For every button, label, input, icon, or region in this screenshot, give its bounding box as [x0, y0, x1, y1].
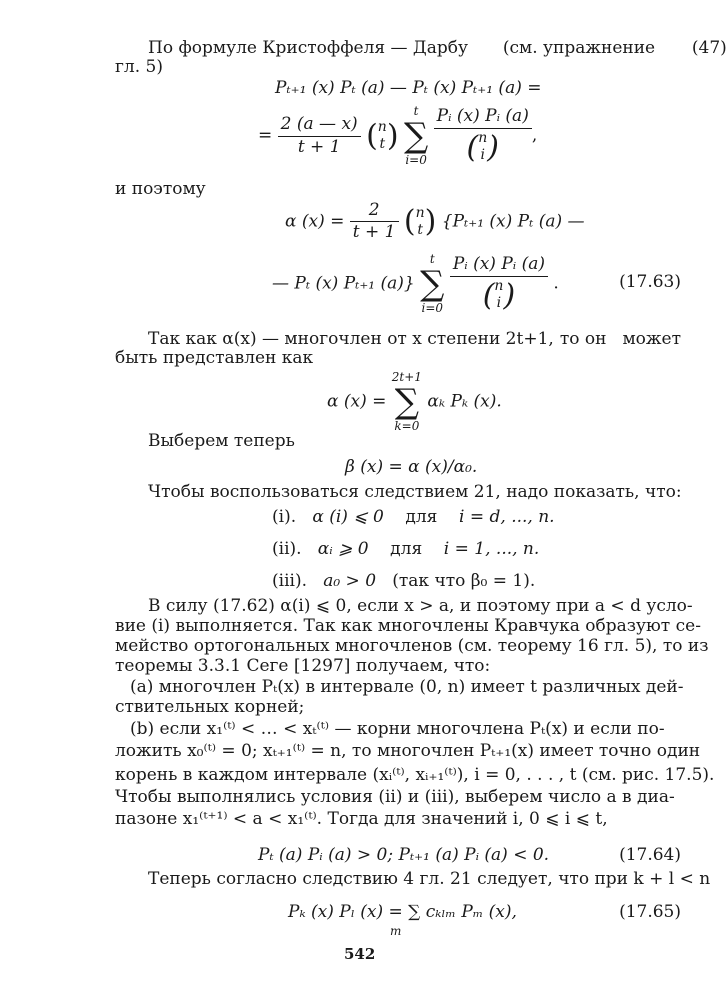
inequality: Pₜ (a) Pᵢ (a) > 0; Pₜ₊₁ (a) Pᵢ (a) < 0.	[258, 845, 550, 865]
eq-a-rhs: = $\frac{2 (a — x)}{t + 1}$ ( n t ) t ∑ i=0 Pᵢ (x) Pᵢ (a) ( n i ) ,	[258, 104, 538, 168]
body-line: пазоне x₁⁽ᵗ⁺¹⁾ < a < x₁⁽ᵗ⁾. Тогда для значений i, 0 ⩽ i ⩽ t,	[115, 809, 608, 829]
condition-ii: (ii). αᵢ ⩾ 0 для i = 1, ..., n.	[272, 539, 540, 559]
body-line: ложить x₀⁽ᵗ⁾ = 0; xₜ₊₁⁽ᵗ⁾ = n, то многочлен Pₜ₊₁(x) имеет точно один	[115, 741, 701, 761]
eq-alpha: α (x) = 2t+1 ∑ k=0 αₖ Pₖ (x).	[327, 370, 502, 434]
body-line: (b) если x₁⁽ᵗ⁾ < … < xₜ⁽ᵗ⁾ — корни многочлена Pₜ(x) и если по-	[130, 719, 665, 739]
body-line: В силу (17.62) α(i) ⩽ 0, если x > a, и поэтому при a < d усло-	[148, 596, 693, 616]
body-line: теоремы 3.3.1 Сеге [1297] получаем, что:	[115, 656, 491, 676]
last-equation-sum-index: m	[390, 924, 402, 938]
intro-line-1: По формуле Кристоффеля — Дарбу (см. упражнение (47)	[148, 38, 727, 58]
para-2: Чтобы воспользоваться следствием 21, надо показать, что:	[148, 482, 682, 502]
body-line: корень в каждом интервале (xᵢ⁽ᵗ⁾, xᵢ₊₁⁽ᵗ⁾), i = 0, . . . , t (см. рис. 17.5).	[115, 765, 715, 785]
last-equation: Pₖ (x) Pₗ (x) = ∑ cₖₗₘ Pₘ (x),	[288, 902, 517, 922]
eq-b-line-2: — Pₜ (x) Pₜ₊₁ (a)} t ∑ i=0 Pᵢ (x) Pᵢ (a) ( n i ) .	[272, 252, 559, 316]
beta-definition: β (x) = α (x)/α₀.	[345, 457, 478, 477]
para-1-line-2: быть представлен как	[115, 348, 314, 368]
para-1-line-1: Так как α(x) — многочлен от x степени 2t+1, то он может	[148, 329, 681, 349]
condition-iii: (iii). a₀ > 0 (так что β₀ = 1).	[272, 571, 536, 591]
body-line: мейство ортогональных многочленов (см. теорему 16 гл. 5), то из	[115, 636, 709, 656]
equation-number-17-64: (17.64)	[619, 845, 681, 865]
equation-number-17-65: (17.65)	[619, 902, 681, 922]
and-therefore: и поэтому	[115, 179, 206, 199]
body-line: Чтобы выполнялись условия (ii) и (iii), выберем число a в диа-	[115, 787, 675, 807]
eq-a-lhs: Pₜ₊₁ (x) Pₜ (a) — Pₜ (x) Pₜ₊₁ (a) =	[275, 78, 542, 98]
body-line: ствительных корней;	[115, 697, 305, 717]
condition-i: (i). α (i) ⩽ 0 для i = d, ..., n.	[272, 507, 555, 527]
intro-line-2: гл. 5)	[115, 57, 163, 77]
eq-b-line-1: α (x) = $\frac{2}{t + 1}$ ( n t ) {Pₜ₊₁ (x) Pₜ (a) —	[285, 200, 585, 243]
body-line: вие (i) выполняется. Так как многочлены Кравчука образуют се-	[115, 616, 701, 636]
equation-number-17-63: (17.63)	[619, 272, 681, 292]
now-line: Теперь согласно следствию 4 гл. 21 следует, что при k + l < n	[148, 869, 711, 889]
page-number: 542	[344, 945, 376, 963]
choose-now: Выберем теперь	[148, 431, 295, 451]
body-line: (a) многочлен Pₜ(x) в интервале (0, n) имеет t различных дей-	[130, 677, 684, 697]
